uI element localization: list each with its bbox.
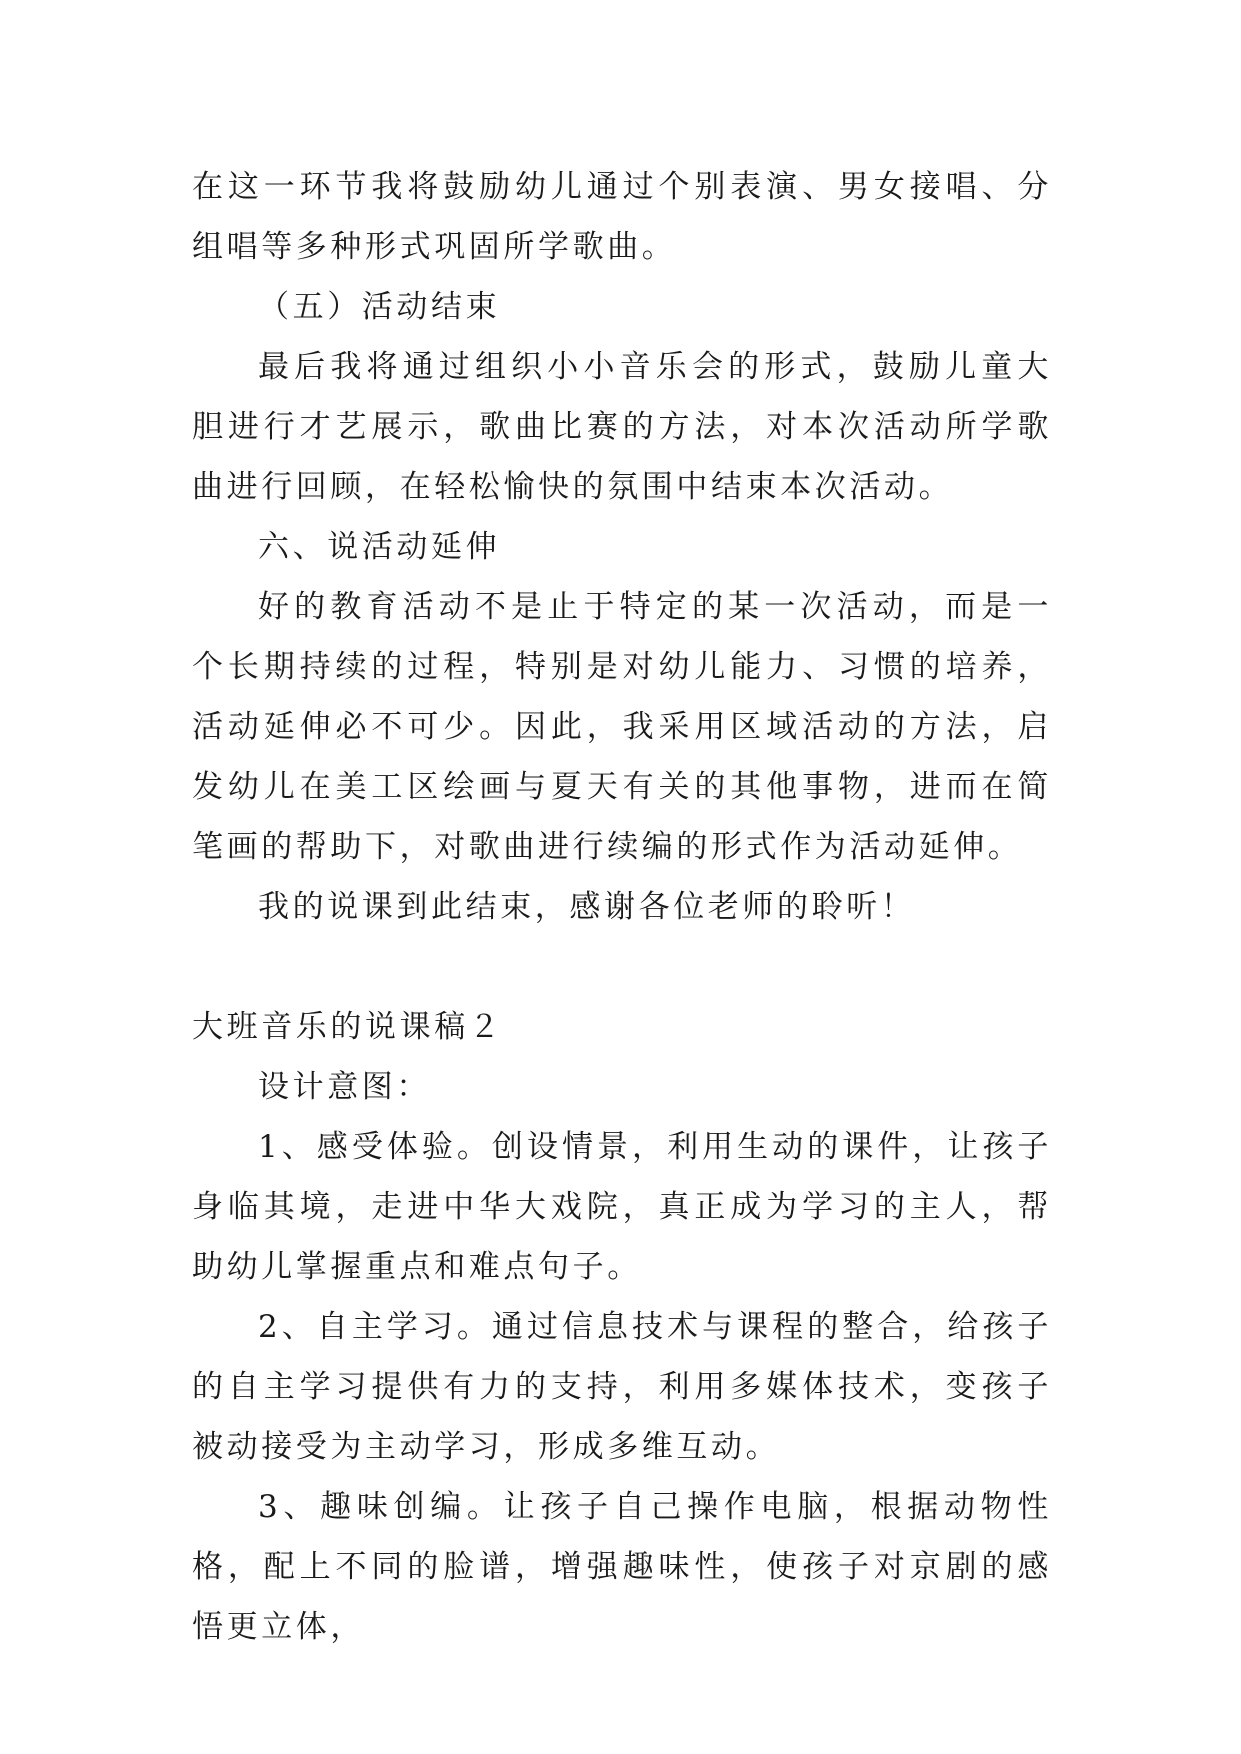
paragraph-point-2: 2、自主学习。通过信息技术与课程的整合，给孩子的自主学习提供有力的支持，利用多媒体技术，变孩子被动接受为主动学习，形成多维互动。 [192,1309,1052,1465]
paragraph-closing: 我的说课到此结束，感谢各位老师的聆听！ [258,889,916,925]
section-title: 大班音乐的说课稿２ [192,1009,504,1045]
paragraph-point-3: 3、趣味创编。让孩子自己操作电脑，根据动物性格，配上不同的脸谱，增强趣味性，使孩子对京剧的感悟更立体， [192,1489,1052,1645]
heading-activity-extension: 六、说活动延伸 [258,529,501,565]
heading-design-intent: 设计意图： [258,1069,431,1105]
paragraph-extension: 好的教育活动不是止于特定的某一次活动，而是一个长期持续的过程，特别是对幼儿能力、习惯的培养，活动延伸必不可少。因此，我采用区域活动的方法，启发幼儿在美工区绘画与夏天有关的其他事物，进而在简笔画的帮助下，对歌曲进行续编的形式作为活动延伸。 [192,589,1052,865]
paragraph-point-1: 1、感受体验。创设情景，利用生动的课件，让孩子身临其境，走进中华大戏院，真正成为学习的主人，帮助幼儿掌握重点和难点句子。 [192,1129,1052,1285]
paragraph-concert: 最后我将通过组织小小音乐会的形式，鼓励儿童大胆进行才艺展示，歌曲比赛的方法，对本次活动所学歌曲进行回顾，在轻松愉快的氛围中结束本次活动。 [192,349,1052,505]
heading-activity-end: （五）活动结束 [258,289,501,325]
paragraph-performance: 在这一环节我将鼓励幼儿通过个别表演、男女接唱、分组唱等多种形式巩固所学歌曲。 [192,169,1052,265]
document-body [192,157,1052,1657]
